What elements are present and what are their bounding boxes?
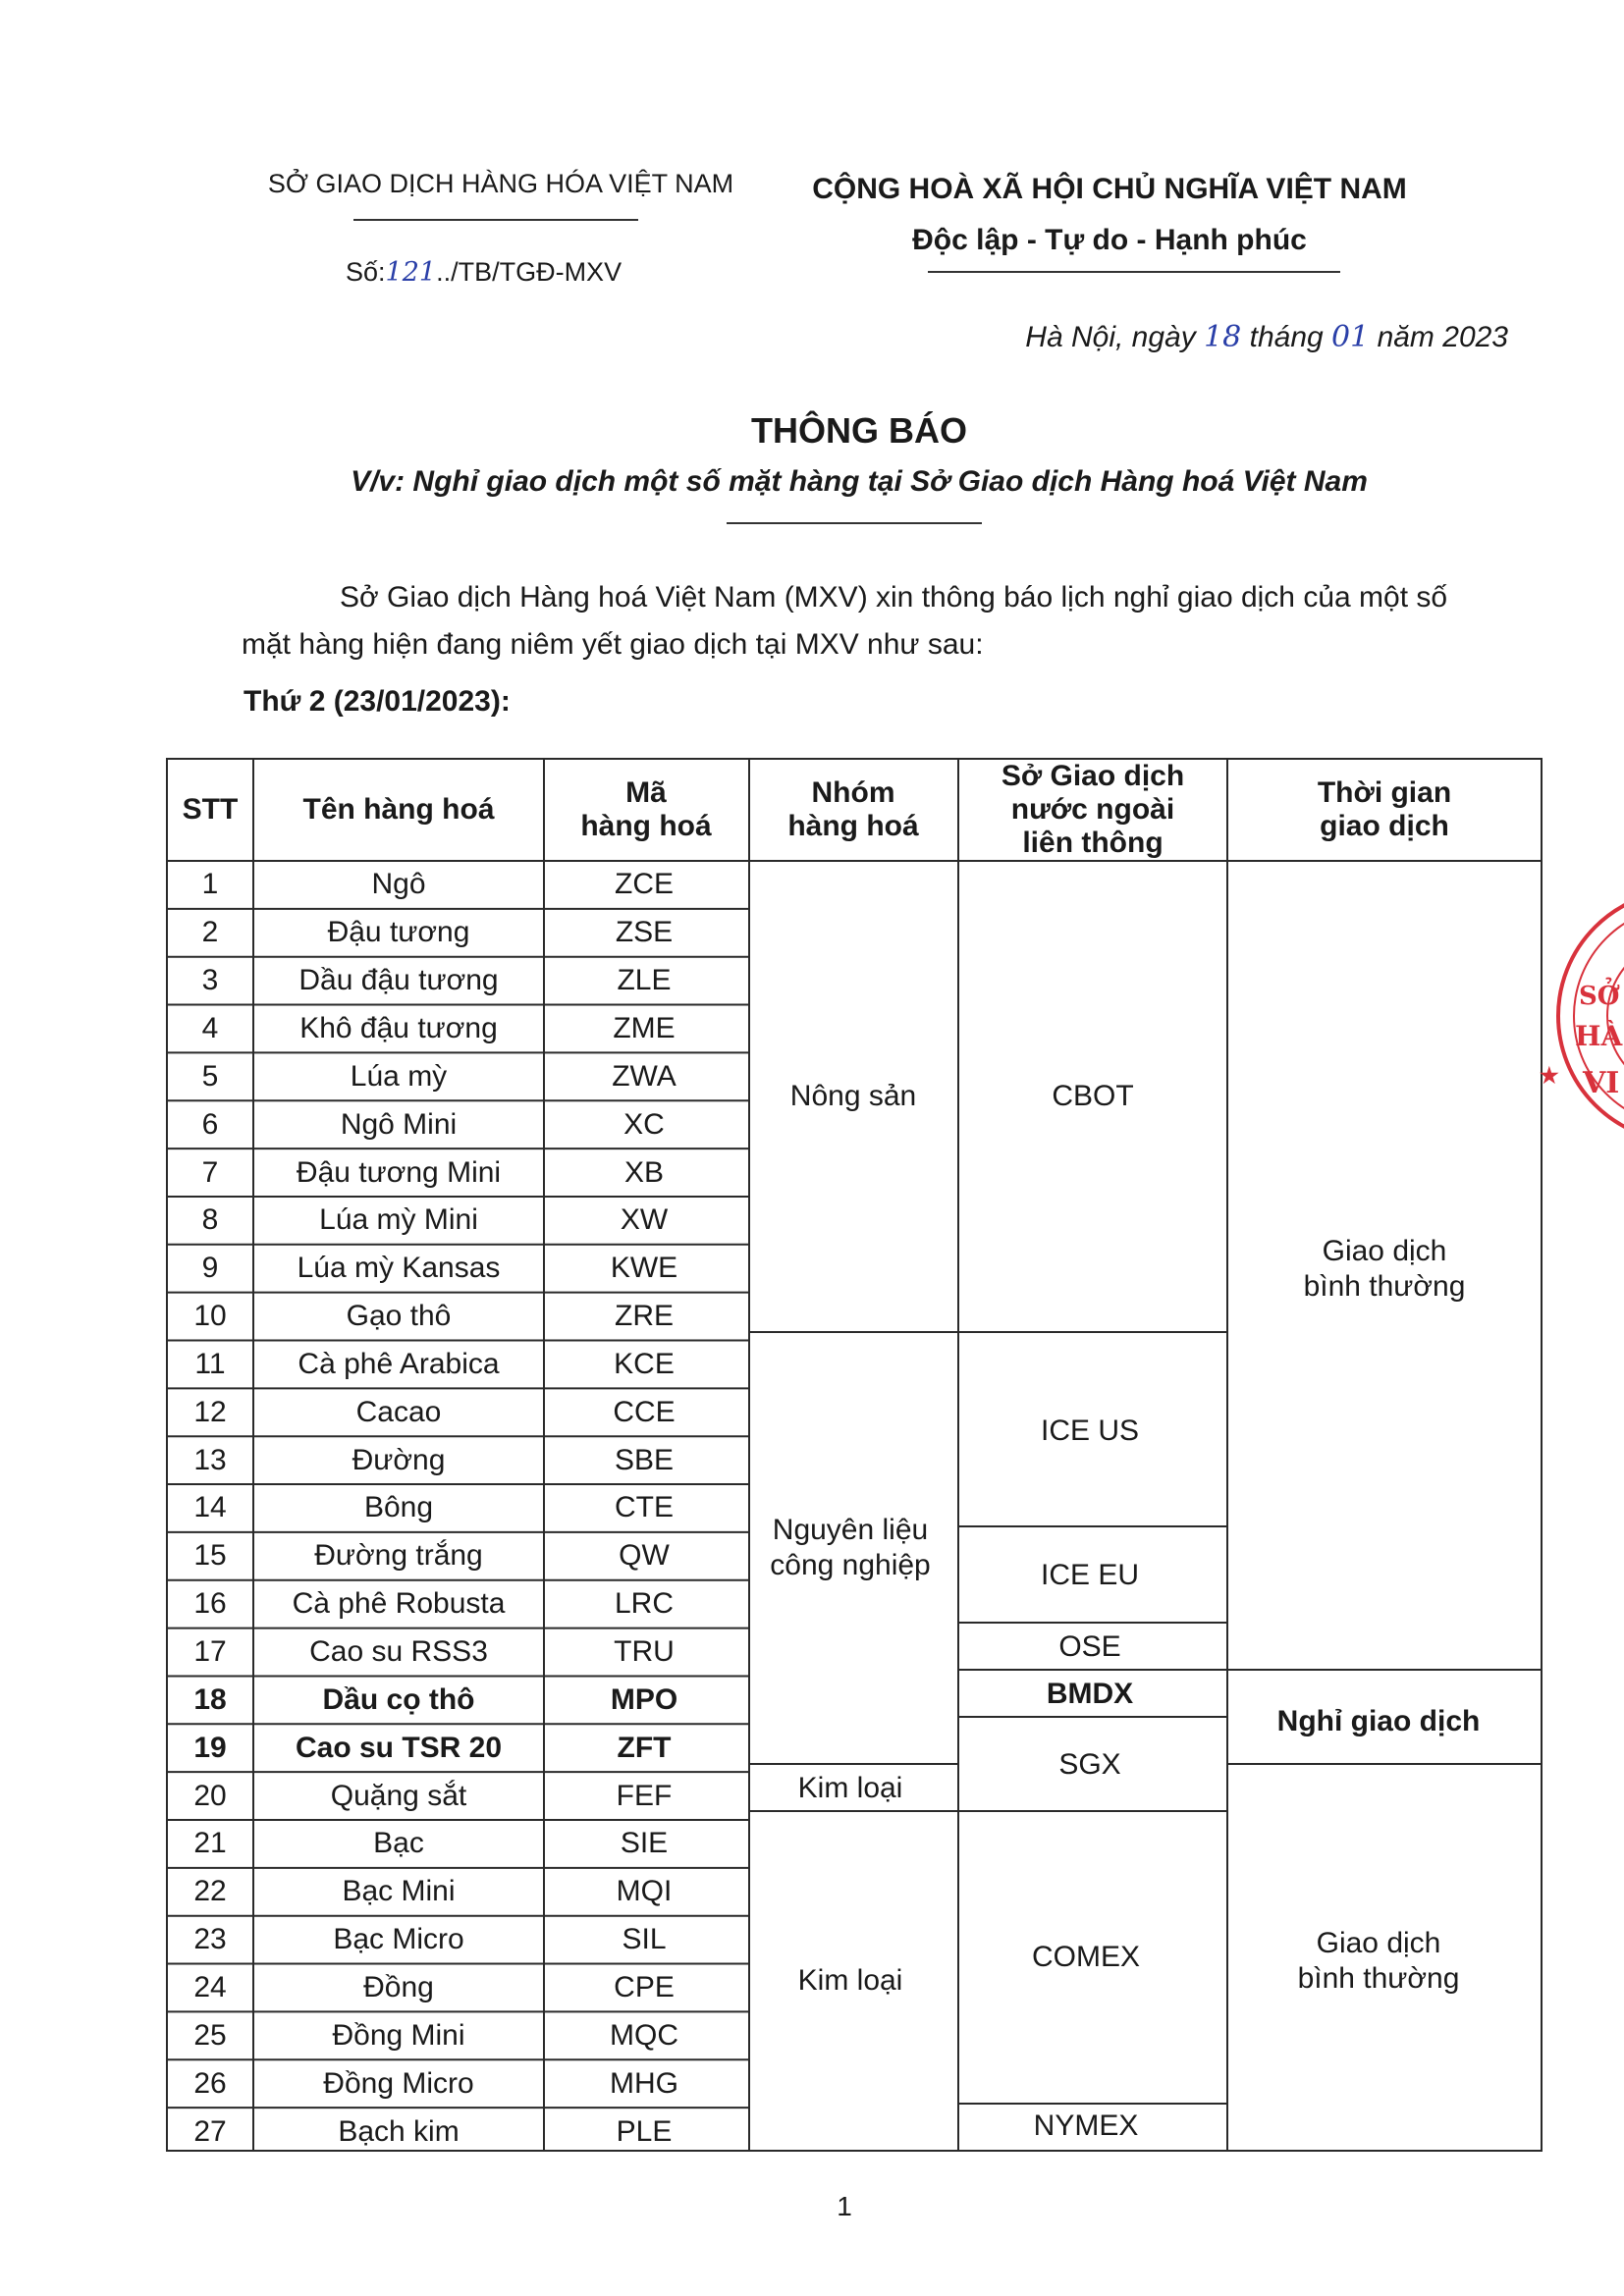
- row-stt: 2: [201, 916, 219, 949]
- header-exchange-line-2: nước ngoài: [1010, 793, 1175, 826]
- header-exchange: [1001, 760, 1184, 860]
- seal-text-3: VI: [1583, 1066, 1620, 1100]
- header-code: [580, 776, 711, 843]
- row-name: Cà phê Robusta: [292, 1587, 506, 1621]
- date-day-handwritten: 18: [1204, 320, 1242, 354]
- row-stt: 16: [193, 1587, 227, 1621]
- header-name: Tên hàng hoá: [302, 793, 495, 826]
- row-stt: 26: [193, 2066, 227, 2100]
- row-code: QW: [619, 1539, 670, 1573]
- row-name: Dầu đậu tương: [298, 964, 499, 997]
- row-stt: 8: [201, 1203, 219, 1237]
- row-stt: 14: [193, 1491, 227, 1524]
- exchange-nymex: NYMEX: [1033, 2109, 1139, 2142]
- time-normal-b-line-2: bình thường: [1297, 1962, 1460, 1995]
- official-seal-icon: [1512, 888, 1624, 1193]
- row-stt: 24: [193, 1970, 227, 2003]
- row-name: Đồng Mini: [332, 2018, 465, 2052]
- svg-text:★: ★: [1540, 1063, 1559, 1089]
- exchange-cbot: CBOT: [1052, 1080, 1134, 1112]
- seal-text-1: SỞ: [1579, 982, 1620, 1011]
- row-code: ZRE: [615, 1300, 674, 1333]
- row-stt: 19: [193, 1731, 227, 1764]
- doc-number-prefix: Số:: [346, 257, 386, 287]
- row-code: TRU: [614, 1635, 675, 1669]
- row-stt: 7: [201, 1155, 219, 1189]
- exchange-ice-us: ICE US: [1040, 1415, 1140, 1447]
- row-name: Dầu cọ thô: [322, 1682, 475, 1716]
- row-stt: 4: [201, 1011, 219, 1044]
- row-code: MQI: [616, 1875, 673, 1908]
- row-name: Bạch kim: [338, 2114, 460, 2148]
- row-stt: 1: [201, 868, 219, 901]
- row-stt: 22: [193, 1875, 227, 1908]
- header-time-line-1: Thời gian: [1317, 776, 1452, 809]
- row-code: MHG: [610, 2066, 678, 2100]
- header-exchange-line-3: liên thông: [1022, 827, 1164, 859]
- header-exchange-line-1: Sở Giao dịch: [1001, 760, 1185, 792]
- header-group-line-2: hàng hoá: [787, 810, 919, 842]
- header-time: [1318, 776, 1451, 843]
- row-name: Đường: [352, 1443, 446, 1476]
- time-normal-b: [1298, 1926, 1460, 1997]
- date-month-word: tháng: [1249, 321, 1324, 353]
- header-group: [787, 776, 918, 843]
- row-stt: 9: [201, 1252, 219, 1285]
- intro-paragraph: Sở Giao dịch Hàng hoá Việt Nam (MXV) xin thông báo lịch nghỉ giao dịch của một số mặt hàng hiện đang niêm yết giao dịch tại MXV như sau:: [242, 581, 1448, 661]
- row-name: Đồng: [363, 1970, 434, 2003]
- exchange-ose: OSE: [1058, 1630, 1121, 1663]
- row-name: Đậu tương: [327, 916, 470, 949]
- row-code: LRC: [614, 1587, 675, 1621]
- row-code: SIE: [620, 1827, 669, 1860]
- seal-text-2: HÀ: [1575, 1020, 1623, 1052]
- row-stt: 21: [193, 1827, 227, 1860]
- row-stt: 11: [194, 1347, 226, 1380]
- row-name: Ngô: [371, 868, 426, 901]
- row-code: ZCE: [615, 868, 674, 901]
- group-agri: Nông sản: [789, 1080, 917, 1112]
- row-name: Cacao: [355, 1395, 442, 1428]
- national-motto: Độc lập - Tự do - Hạnh phúc: [912, 224, 1307, 256]
- row-code: ZME: [613, 1011, 676, 1044]
- row-name: Khô đậu tương: [299, 1011, 498, 1044]
- row-stt: 6: [201, 1107, 219, 1141]
- row-name: Cao su RSS3: [309, 1635, 488, 1669]
- row-code: ZWA: [612, 1059, 677, 1093]
- row-name: Đồng Micro: [323, 2066, 474, 2100]
- day-heading: Thứ 2 (23/01/2023):: [244, 685, 511, 718]
- country-name: CỘNG HOÀ XÃ HỘI CHỦ NGHĨA VIỆT NAM: [812, 173, 1407, 205]
- row-stt: 3: [201, 964, 219, 997]
- row-name: Ngô Mini: [340, 1107, 458, 1141]
- group-metal: Kim loại: [797, 1964, 903, 1997]
- row-code: MPO: [610, 1682, 678, 1716]
- row-code: KWE: [610, 1252, 678, 1285]
- exchange-bmdx: BMDX: [1046, 1678, 1134, 1710]
- time-normal-a: [1304, 1234, 1466, 1305]
- group-industrial-line-1: Nguyên liệu: [772, 1514, 929, 1546]
- page-number: 1: [837, 2191, 852, 2221]
- row-name: Bạc: [373, 1827, 424, 1860]
- header-group-line-1: Nhóm: [811, 776, 895, 809]
- row-name: Lúa mỳ Kansas: [297, 1252, 501, 1285]
- row-code: MQC: [610, 2018, 678, 2052]
- row-code: CPE: [614, 1970, 675, 2003]
- row-code: ZFT: [617, 1731, 672, 1764]
- row-name: Cà phê Arabica: [298, 1347, 500, 1380]
- row-stt: 23: [193, 1923, 227, 1956]
- row-name: Lúa mỳ: [350, 1059, 448, 1093]
- notice-title: THÔNG BÁO: [751, 410, 967, 451]
- group-industrial-line-2: công nghiệp: [770, 1549, 931, 1581]
- row-code: ZLE: [617, 964, 672, 997]
- row-stt: 12: [193, 1395, 227, 1428]
- row-name: Bạc Mini: [342, 1875, 456, 1908]
- row-name: Đường trắng: [314, 1539, 483, 1573]
- header-code-line-1: Mã: [625, 776, 667, 809]
- notice-subtitle: V/v: Nghỉ giao dịch một số mặt hàng tại Sở Giao dịch Hàng hoá Việt Nam: [351, 465, 1368, 498]
- row-stt: 18: [193, 1682, 227, 1716]
- time-normal-a-line-1: Giao dịch: [1322, 1235, 1447, 1267]
- row-code: XB: [623, 1155, 665, 1189]
- row-code: SIL: [622, 1923, 667, 1956]
- row-stt: 20: [193, 1779, 227, 1812]
- row-code: PLE: [616, 2114, 673, 2148]
- row-code: CCE: [613, 1395, 676, 1428]
- row-code: SBE: [614, 1443, 675, 1476]
- row-code: XW: [620, 1203, 669, 1237]
- row-name: Quặng sắt: [330, 1779, 467, 1812]
- time-normal-b-line-1: Giao dịch: [1316, 1927, 1441, 1959]
- doc-number-handwritten: 121: [385, 257, 437, 288]
- doc-number-suffix: ../TB/TGĐ-MXV: [436, 257, 623, 287]
- row-code: CTE: [615, 1491, 674, 1524]
- group-metal-iron: Kim loại: [797, 1772, 903, 1804]
- time-normal-a-line-2: bình thường: [1303, 1270, 1466, 1303]
- row-stt: 17: [193, 1635, 227, 1669]
- organization-name: SỞ GIAO DỊCH HÀNG HÓA VIỆT NAM: [267, 169, 734, 198]
- header-code-line-2: hàng hoá: [580, 810, 712, 842]
- row-code: KCE: [614, 1347, 675, 1380]
- row-stt: 10: [193, 1300, 227, 1333]
- date-place: Hà Nội, ngày: [1025, 321, 1196, 353]
- row-stt: 13: [193, 1443, 227, 1476]
- group-industrial: [770, 1513, 930, 1583]
- header-stt: STT: [182, 793, 239, 826]
- row-stt: 25: [193, 2018, 227, 2052]
- row-name: Lúa mỳ Mini: [319, 1203, 478, 1237]
- header-time-line-2: giao dịch: [1320, 810, 1449, 842]
- row-stt: 15: [193, 1539, 227, 1573]
- date-year: năm 2023: [1377, 321, 1508, 353]
- time-closed: Nghỉ giao dịch: [1276, 1705, 1481, 1737]
- row-code: FEF: [616, 1779, 673, 1812]
- row-name: Bạc Micro: [333, 1923, 464, 1956]
- exchange-comex: COMEX: [1031, 1941, 1141, 1973]
- row-stt: 5: [201, 1059, 219, 1093]
- row-code: XC: [623, 1107, 665, 1141]
- date-month-handwritten: 01: [1331, 320, 1370, 354]
- row-code: ZSE: [615, 916, 674, 949]
- exchange-ice-eu: ICE EU: [1040, 1559, 1140, 1591]
- row-name: Cao su TSR 20: [295, 1731, 503, 1764]
- row-name: Gạo thô: [346, 1300, 452, 1333]
- exchange-sgx: SGX: [1058, 1748, 1121, 1781]
- row-name: Đậu tương Mini: [296, 1155, 502, 1189]
- row-name: Bông: [363, 1491, 434, 1524]
- row-stt: 27: [193, 2114, 227, 2148]
